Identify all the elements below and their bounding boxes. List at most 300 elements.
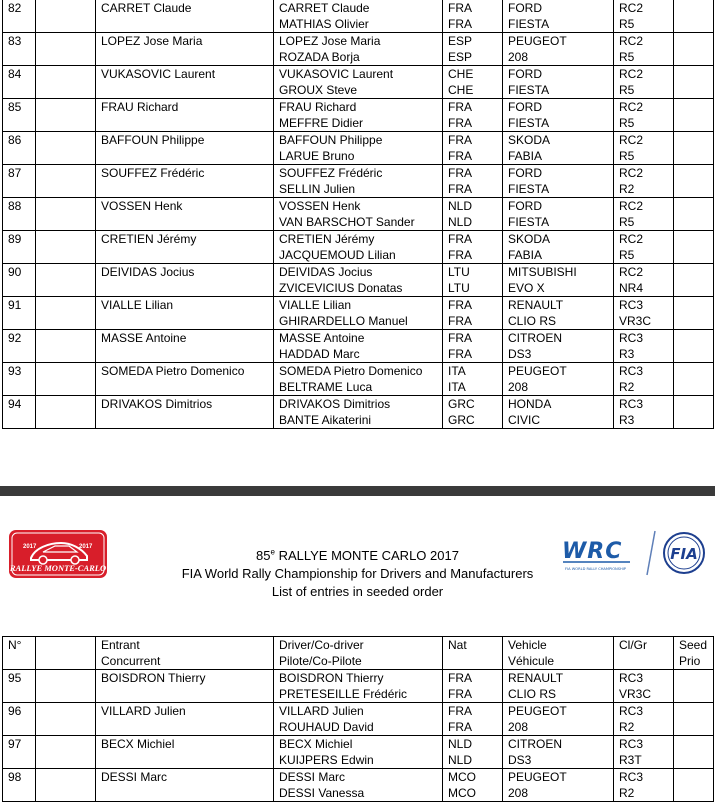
- cell-driver-codriver-driver: CARRET Claude: [279, 1, 370, 15]
- cell-class-group: [614, 396, 674, 429]
- cell-number: [3, 264, 36, 297]
- table-row: [3, 297, 714, 330]
- cell-vehicle: [503, 736, 614, 769]
- cell-blank: [36, 363, 96, 396]
- cell-nationality-nat2: FRA: [448, 347, 472, 361]
- cell-nationality: [443, 165, 503, 198]
- cell-class-group-gr: R3: [619, 347, 635, 361]
- cell-entrant: [96, 330, 274, 363]
- cell-class-group-cl: RC3: [619, 671, 644, 685]
- col-header-entrant: Entrant Concurrent: [96, 637, 274, 670]
- cell-nationality: [443, 769, 503, 802]
- cell-vehicle-make: FORD: [508, 100, 542, 114]
- cell-number: [3, 0, 36, 33]
- cell-class-group: [614, 33, 674, 66]
- cell-driver-codriver: [274, 99, 443, 132]
- cell-number-num: 88: [8, 199, 22, 213]
- table-row: [3, 736, 714, 769]
- document-title-block: [140, 547, 575, 601]
- cell-nationality-nat1: FRA: [448, 232, 472, 246]
- cell-nationality-nat1: FRA: [448, 298, 472, 312]
- cell-vehicle: [503, 33, 614, 66]
- cell-entrant: [96, 363, 274, 396]
- cell-driver-codriver-driver: SOMEDA Pietro Domenico: [279, 364, 423, 378]
- cell-blank: [36, 297, 96, 330]
- cell-driver-codriver-codriver: VAN BARSCHOT Sander: [279, 215, 415, 229]
- cell-class-group-gr: R5: [619, 248, 635, 262]
- entries-table-top-body: [3, 0, 714, 429]
- cell-vehicle: [503, 66, 614, 99]
- wrc-fia-logo-graphic: [560, 528, 710, 578]
- cell-driver-codriver-codriver: ZVICEVICIUS Donatas: [279, 281, 403, 295]
- cell-vehicle-model: EVO X: [508, 281, 545, 295]
- cell-number: [3, 736, 36, 769]
- cell-vehicle-make: PEUGEOT: [508, 34, 567, 48]
- cell-driver-codriver-codriver: ROUHAUD David: [279, 720, 374, 734]
- cell-vehicle: [503, 703, 614, 736]
- cell-entrant-entrant: BECX Michiel: [101, 737, 175, 751]
- cell-vehicle: [503, 297, 614, 330]
- table-row: [3, 132, 714, 165]
- cell-nationality-nat1: FRA: [448, 100, 472, 114]
- cell-number: [3, 769, 36, 802]
- document-subtitle: FIA World Rally Championship for Drivers and Manufacturers: [181, 566, 534, 581]
- rallye-logo-graphic: [9, 530, 107, 578]
- cell-nationality-nat1: CHE: [448, 67, 474, 81]
- col-header-class-group: Cl/Gr: [614, 637, 674, 670]
- cell-number-num: 97: [8, 737, 22, 751]
- cell-seed-prio: [674, 231, 714, 264]
- cell-driver-codriver-driver: DEIVIDAS Jocius: [279, 265, 373, 279]
- table-row: [3, 703, 714, 736]
- cell-number: [3, 297, 36, 330]
- cell-vehicle-model: FIESTA: [508, 17, 550, 31]
- cell-class-group: [614, 132, 674, 165]
- cell-driver-codriver-driver: DESSI Marc: [279, 770, 346, 784]
- cell-driver-codriver: [274, 165, 443, 198]
- cell-vehicle: [503, 132, 614, 165]
- col-header-vehicle: Vehicle Véhicule: [503, 637, 614, 670]
- cell-driver-codriver-codriver: GHIRARDELLO Manuel: [279, 314, 408, 328]
- cell-seed-prio: [674, 703, 714, 736]
- cell-seed-prio: [674, 769, 714, 802]
- cell-seed-prio: [674, 670, 714, 703]
- title-edition-suffix: e: [270, 547, 275, 557]
- cell-class-group-cl: RC3: [619, 298, 644, 312]
- cell-vehicle: [503, 264, 614, 297]
- cell-class-group-gr: R3: [619, 413, 635, 427]
- cell-blank: [36, 264, 96, 297]
- cell-driver-codriver-codriver: PRETESEILLE Frédéric: [279, 687, 408, 701]
- cell-entrant: [96, 99, 274, 132]
- cell-blank: [36, 736, 96, 769]
- cell-vehicle-make: MITSUBISHI: [508, 265, 577, 279]
- table-row: [3, 66, 714, 99]
- table-row: [3, 670, 714, 703]
- cell-seed-prio: [674, 165, 714, 198]
- table-row: [3, 99, 714, 132]
- cell-entrant-entrant: VIALLE Lilian: [101, 298, 174, 312]
- cell-nationality-nat1: FRA: [448, 704, 472, 718]
- cell-blank: [36, 66, 96, 99]
- cell-vehicle-model: DS3: [508, 753, 532, 767]
- cell-entrant-entrant: CARRET Claude: [101, 1, 192, 15]
- cell-driver-codriver: [274, 363, 443, 396]
- table-row: [3, 396, 714, 429]
- cell-number: [3, 330, 36, 363]
- cell-driver-codriver: [274, 670, 443, 703]
- cell-vehicle-model: CLIO RS: [508, 687, 557, 701]
- cell-driver-codriver-codriver: MATHIAS Olivier: [279, 17, 369, 31]
- cell-blank: [36, 198, 96, 231]
- cell-class-group-cl: RC2: [619, 166, 644, 180]
- cell-number-num: 89: [8, 232, 22, 246]
- cell-entrant: [96, 769, 274, 802]
- cell-number: [3, 231, 36, 264]
- cell-vehicle-model: 208: [508, 380, 529, 394]
- cell-vehicle-make: FORD: [508, 166, 542, 180]
- cell-entrant-entrant: VOSSEN Henk: [101, 199, 183, 213]
- cell-nationality: [443, 33, 503, 66]
- cell-class-group-cl: RC2: [619, 100, 644, 114]
- cell-class-group-cl: RC3: [619, 364, 644, 378]
- col-header-driver: Driver/Co-driver Pilote/Co-Pilote: [274, 637, 443, 670]
- cell-driver-codriver-codriver: LARUE Bruno: [279, 149, 355, 163]
- cell-vehicle: [503, 769, 614, 802]
- cell-number-num: 86: [8, 133, 22, 147]
- cell-nationality-nat1: NLD: [448, 737, 473, 751]
- cell-nationality: [443, 264, 503, 297]
- cell-number: [3, 165, 36, 198]
- cell-nationality-nat1: GRC: [448, 397, 475, 411]
- wrc-fia-logos: [560, 528, 710, 578]
- cell-class-group-gr: R5: [619, 149, 635, 163]
- logo-text: RALLYE MONTE-CARLO: [9, 563, 107, 573]
- cell-vehicle-make: RENAULT: [508, 671, 564, 685]
- cell-driver-codriver: [274, 330, 443, 363]
- cell-nationality-nat2: FRA: [448, 314, 472, 328]
- cell-vehicle-make: CITROEN: [508, 331, 562, 345]
- cell-number-num: 93: [8, 364, 22, 378]
- cell-entrant-entrant: BAFFOUN Philippe: [101, 133, 205, 147]
- cell-nationality-nat1: FRA: [448, 671, 472, 685]
- col-header-number: N°: [3, 637, 36, 670]
- cell-driver-codriver-driver: VOSSEN Henk: [279, 199, 361, 213]
- cell-entrant: [96, 132, 274, 165]
- cell-vehicle-make: HONDA: [508, 397, 552, 411]
- title-event-name: RALLYE MONTE CARLO 2017: [274, 548, 459, 563]
- cell-nationality: [443, 330, 503, 363]
- cell-number: [3, 198, 36, 231]
- wrc-logo-small-text: FIA WORLD RALLY CHAMPIONSHIP: [565, 567, 626, 571]
- cell-entrant-entrant: DEIVIDAS Jocius: [101, 265, 195, 279]
- cell-nationality-nat2: FRA: [448, 182, 472, 196]
- cell-seed-prio: [674, 198, 714, 231]
- cell-driver-codriver: [274, 0, 443, 33]
- page-gap: [0, 430, 715, 486]
- cell-class-group: [614, 165, 674, 198]
- cell-driver-codriver: [274, 198, 443, 231]
- cell-nationality: [443, 132, 503, 165]
- cell-vehicle: [503, 330, 614, 363]
- cell-vehicle-model: FABIA: [508, 248, 543, 262]
- cell-driver-codriver-codriver: HADDAD Marc: [279, 347, 360, 361]
- cell-driver-codriver-driver: LOPEZ Jose Maria: [279, 34, 381, 48]
- cell-entrant: [96, 66, 274, 99]
- cell-vehicle-model: 208: [508, 720, 529, 734]
- cell-entrant-entrant: SOUFFEZ Frédéric: [101, 166, 205, 180]
- cell-class-group-gr: R2: [619, 786, 635, 800]
- cell-number-num: 84: [8, 67, 22, 81]
- wrc-logo-text: WRC: [562, 539, 623, 564]
- cell-vehicle-make: SKODA: [508, 133, 551, 147]
- cell-vehicle: [503, 670, 614, 703]
- cell-entrant-entrant: VUKASOVIC Laurent: [101, 67, 216, 81]
- cell-driver-codriver: [274, 297, 443, 330]
- cell-entrant: [96, 297, 274, 330]
- cell-class-group-cl: RC2: [619, 67, 644, 81]
- cell-number: [3, 33, 36, 66]
- table-row: [3, 33, 714, 66]
- cell-nationality: [443, 736, 503, 769]
- table-row: [3, 769, 714, 802]
- logo-year-right: 2017: [79, 544, 93, 550]
- cell-number-num: 91: [8, 298, 22, 312]
- cell-number-num: 98: [8, 770, 22, 784]
- col-header-nat: Nat: [443, 637, 503, 670]
- cell-nationality-nat2: NLD: [448, 215, 473, 229]
- cell-entrant-entrant: MASSE Antoine: [101, 331, 187, 345]
- cell-class-group-gr: R2: [619, 182, 635, 196]
- cell-seed-prio: [674, 396, 714, 429]
- cell-number-num: 83: [8, 34, 22, 48]
- cell-nationality-nat1: FRA: [448, 133, 472, 147]
- cell-nationality: [443, 670, 503, 703]
- table-row: [3, 330, 714, 363]
- cell-blank: [36, 132, 96, 165]
- cell-blank: [36, 165, 96, 198]
- cell-vehicle-make: RENAULT: [508, 298, 564, 312]
- cell-number: [3, 66, 36, 99]
- cell-driver-codriver: [274, 132, 443, 165]
- cell-vehicle: [503, 231, 614, 264]
- cell-driver-codriver: [274, 33, 443, 66]
- cell-number: [3, 363, 36, 396]
- cell-blank: [36, 99, 96, 132]
- cell-class-group-gr: R5: [619, 17, 635, 31]
- cell-class-group-gr: NR4: [619, 281, 644, 295]
- cell-nationality-nat2: FRA: [448, 687, 472, 701]
- cell-number-num: 95: [8, 671, 22, 685]
- cell-blank: [36, 231, 96, 264]
- cell-entrant-entrant: CRETIEN Jérémy: [101, 232, 197, 246]
- document-subtitle-2: List of entries in seeded order: [271, 584, 444, 599]
- cell-nationality: [443, 99, 503, 132]
- table-row: [3, 231, 714, 264]
- cell-driver-codriver-driver: BECX Michiel: [279, 737, 353, 751]
- cell-driver-codriver: [274, 264, 443, 297]
- cell-class-group: [614, 0, 674, 33]
- cell-seed-prio: [674, 330, 714, 363]
- cell-nationality-nat2: MCO: [448, 786, 476, 800]
- rallye-monte-carlo-logo: [9, 530, 107, 578]
- cell-number: [3, 99, 36, 132]
- cell-nationality-nat1: MCO: [448, 770, 476, 784]
- cell-entrant: [96, 396, 274, 429]
- page-separator: [0, 486, 715, 496]
- cell-nationality-nat2: LTU: [448, 281, 470, 295]
- cell-class-group: [614, 66, 674, 99]
- cell-nationality: [443, 363, 503, 396]
- cell-class-group-cl: RC3: [619, 397, 644, 411]
- cell-class-group-cl: RC3: [619, 331, 644, 345]
- cell-driver-codriver-driver: MASSE Antoine: [279, 331, 365, 345]
- cell-driver-codriver-codriver: GROUX Steve: [279, 83, 358, 97]
- cell-driver-codriver: [274, 769, 443, 802]
- table-row: [3, 198, 714, 231]
- cell-driver-codriver-codriver: JACQUEMOUD Lilian: [279, 248, 396, 262]
- cell-entrant: [96, 0, 274, 33]
- cell-vehicle-make: FORD: [508, 199, 542, 213]
- cell-vehicle-model: DS3: [508, 347, 532, 361]
- cell-driver-codriver: [274, 736, 443, 769]
- table-header-row: [3, 637, 714, 670]
- cell-class-group: [614, 703, 674, 736]
- cell-entrant-entrant: DESSI Marc: [101, 770, 168, 784]
- cell-class-group-cl: RC3: [619, 770, 644, 784]
- cell-class-group: [614, 769, 674, 802]
- cell-class-group-cl: RC3: [619, 737, 644, 751]
- cell-seed-prio: [674, 264, 714, 297]
- cell-class-group: [614, 231, 674, 264]
- cell-driver-codriver-codriver: MEFFRE Didier: [279, 116, 364, 130]
- fia-logo-text: FIA: [670, 545, 698, 563]
- cell-seed-prio: [674, 363, 714, 396]
- cell-entrant: [96, 231, 274, 264]
- cell-driver-codriver-driver: FRAU Richard: [279, 100, 357, 114]
- cell-nationality: [443, 198, 503, 231]
- cell-entrant-entrant: FRAU Richard: [101, 100, 179, 114]
- cell-number-num: 85: [8, 100, 22, 114]
- cell-vehicle: [503, 198, 614, 231]
- cell-number-num: 94: [8, 397, 22, 411]
- cell-driver-codriver-codriver: BANTE Aikaterini: [279, 413, 372, 427]
- cell-vehicle-make: SKODA: [508, 232, 551, 246]
- cell-entrant: [96, 703, 274, 736]
- cell-nationality: [443, 703, 503, 736]
- cell-nationality-nat2: ESP: [448, 50, 473, 64]
- cell-number: [3, 396, 36, 429]
- cell-nationality-nat2: FRA: [448, 116, 472, 130]
- cell-nationality-nat1: FRA: [448, 331, 472, 345]
- cell-class-group-gr: R5: [619, 215, 635, 229]
- cell-blank: [36, 330, 96, 363]
- cell-class-group: [614, 736, 674, 769]
- cell-class-group-cl: RC2: [619, 133, 644, 147]
- cell-driver-codriver-driver: DRIVAKOS Dimitrios: [279, 397, 391, 411]
- entries-table: [2, 636, 714, 802]
- cell-class-group-cl: RC2: [619, 34, 644, 48]
- cell-seed-prio: [674, 99, 714, 132]
- cell-number-num: 90: [8, 265, 22, 279]
- cell-entrant-entrant: SOMEDA Pietro Domenico: [101, 364, 245, 378]
- cell-driver-codriver-codriver: SELLIN Julien: [279, 182, 356, 196]
- cell-number: [3, 703, 36, 736]
- cell-vehicle-make: PEUGEOT: [508, 704, 567, 718]
- cell-vehicle-make: FORD: [508, 67, 542, 81]
- cell-driver-codriver-driver: CRETIEN Jérémy: [279, 232, 375, 246]
- cell-vehicle: [503, 99, 614, 132]
- cell-number-num: 92: [8, 331, 22, 345]
- cell-number: [3, 132, 36, 165]
- cell-vehicle-model: FIESTA: [508, 182, 550, 196]
- cell-vehicle-model: FIESTA: [508, 215, 550, 229]
- cell-class-group-gr: R2: [619, 720, 635, 734]
- cell-class-group-cl: RC3: [619, 704, 644, 718]
- cell-blank: [36, 0, 96, 33]
- cell-entrant-entrant: BOISDRON Thierry: [101, 671, 206, 685]
- cell-entrant: [96, 264, 274, 297]
- table-row: [3, 264, 714, 297]
- cell-vehicle-model: 208: [508, 50, 529, 64]
- cell-driver-codriver: [274, 396, 443, 429]
- cell-vehicle-make: CITROEN: [508, 737, 562, 751]
- cell-nationality-nat2: CHE: [448, 83, 474, 97]
- cell-nationality-nat2: FRA: [448, 248, 472, 262]
- cell-vehicle-model: FIESTA: [508, 116, 550, 130]
- cell-blank: [36, 33, 96, 66]
- cell-nationality-nat2: FRA: [448, 720, 472, 734]
- cell-nationality: [443, 297, 503, 330]
- cell-class-group: [614, 264, 674, 297]
- cell-blank: [36, 769, 96, 802]
- cell-class-group-cl: RC2: [619, 232, 644, 246]
- cell-class-group: [614, 297, 674, 330]
- cell-class-group: [614, 363, 674, 396]
- entries-table-body: [3, 637, 714, 802]
- cell-entrant: [96, 33, 274, 66]
- cell-driver-codriver-driver: VILLARD Julien: [279, 704, 364, 718]
- cell-vehicle: [503, 363, 614, 396]
- cell-nationality-nat1: FRA: [448, 1, 472, 15]
- cell-entrant: [96, 165, 274, 198]
- cell-nationality: [443, 0, 503, 33]
- cell-driver-codriver-codriver: BELTRAME Luca: [279, 380, 373, 394]
- cell-class-group-gr: R3T: [619, 753, 642, 767]
- cell-class-group-gr: VR3C: [619, 314, 652, 328]
- cell-seed-prio: [674, 0, 714, 33]
- table-row: [3, 165, 714, 198]
- cell-class-group-gr: R5: [619, 116, 635, 130]
- cell-driver-codriver-codriver: KUIJPERS Edwin: [279, 753, 374, 767]
- cell-entrant: [96, 736, 274, 769]
- col-header-blank: [36, 637, 96, 670]
- cell-driver-codriver-codriver: DESSI Vanessa: [279, 786, 365, 800]
- cell-vehicle: [503, 165, 614, 198]
- entries-table-top: [2, 0, 714, 429]
- cell-blank: [36, 703, 96, 736]
- table-row: [3, 0, 714, 33]
- cell-driver-codriver-codriver: ROZADA Borja: [279, 50, 360, 64]
- cell-number-num: 87: [8, 166, 22, 180]
- cell-nationality-nat1: FRA: [448, 166, 472, 180]
- cell-vehicle: [503, 396, 614, 429]
- cell-class-group-gr: R5: [619, 83, 635, 97]
- cell-nationality-nat2: ITA: [448, 380, 466, 394]
- cell-nationality-nat2: NLD: [448, 753, 473, 767]
- cell-nationality-nat1: LTU: [448, 265, 470, 279]
- cell-nationality-nat1: ESP: [448, 34, 473, 48]
